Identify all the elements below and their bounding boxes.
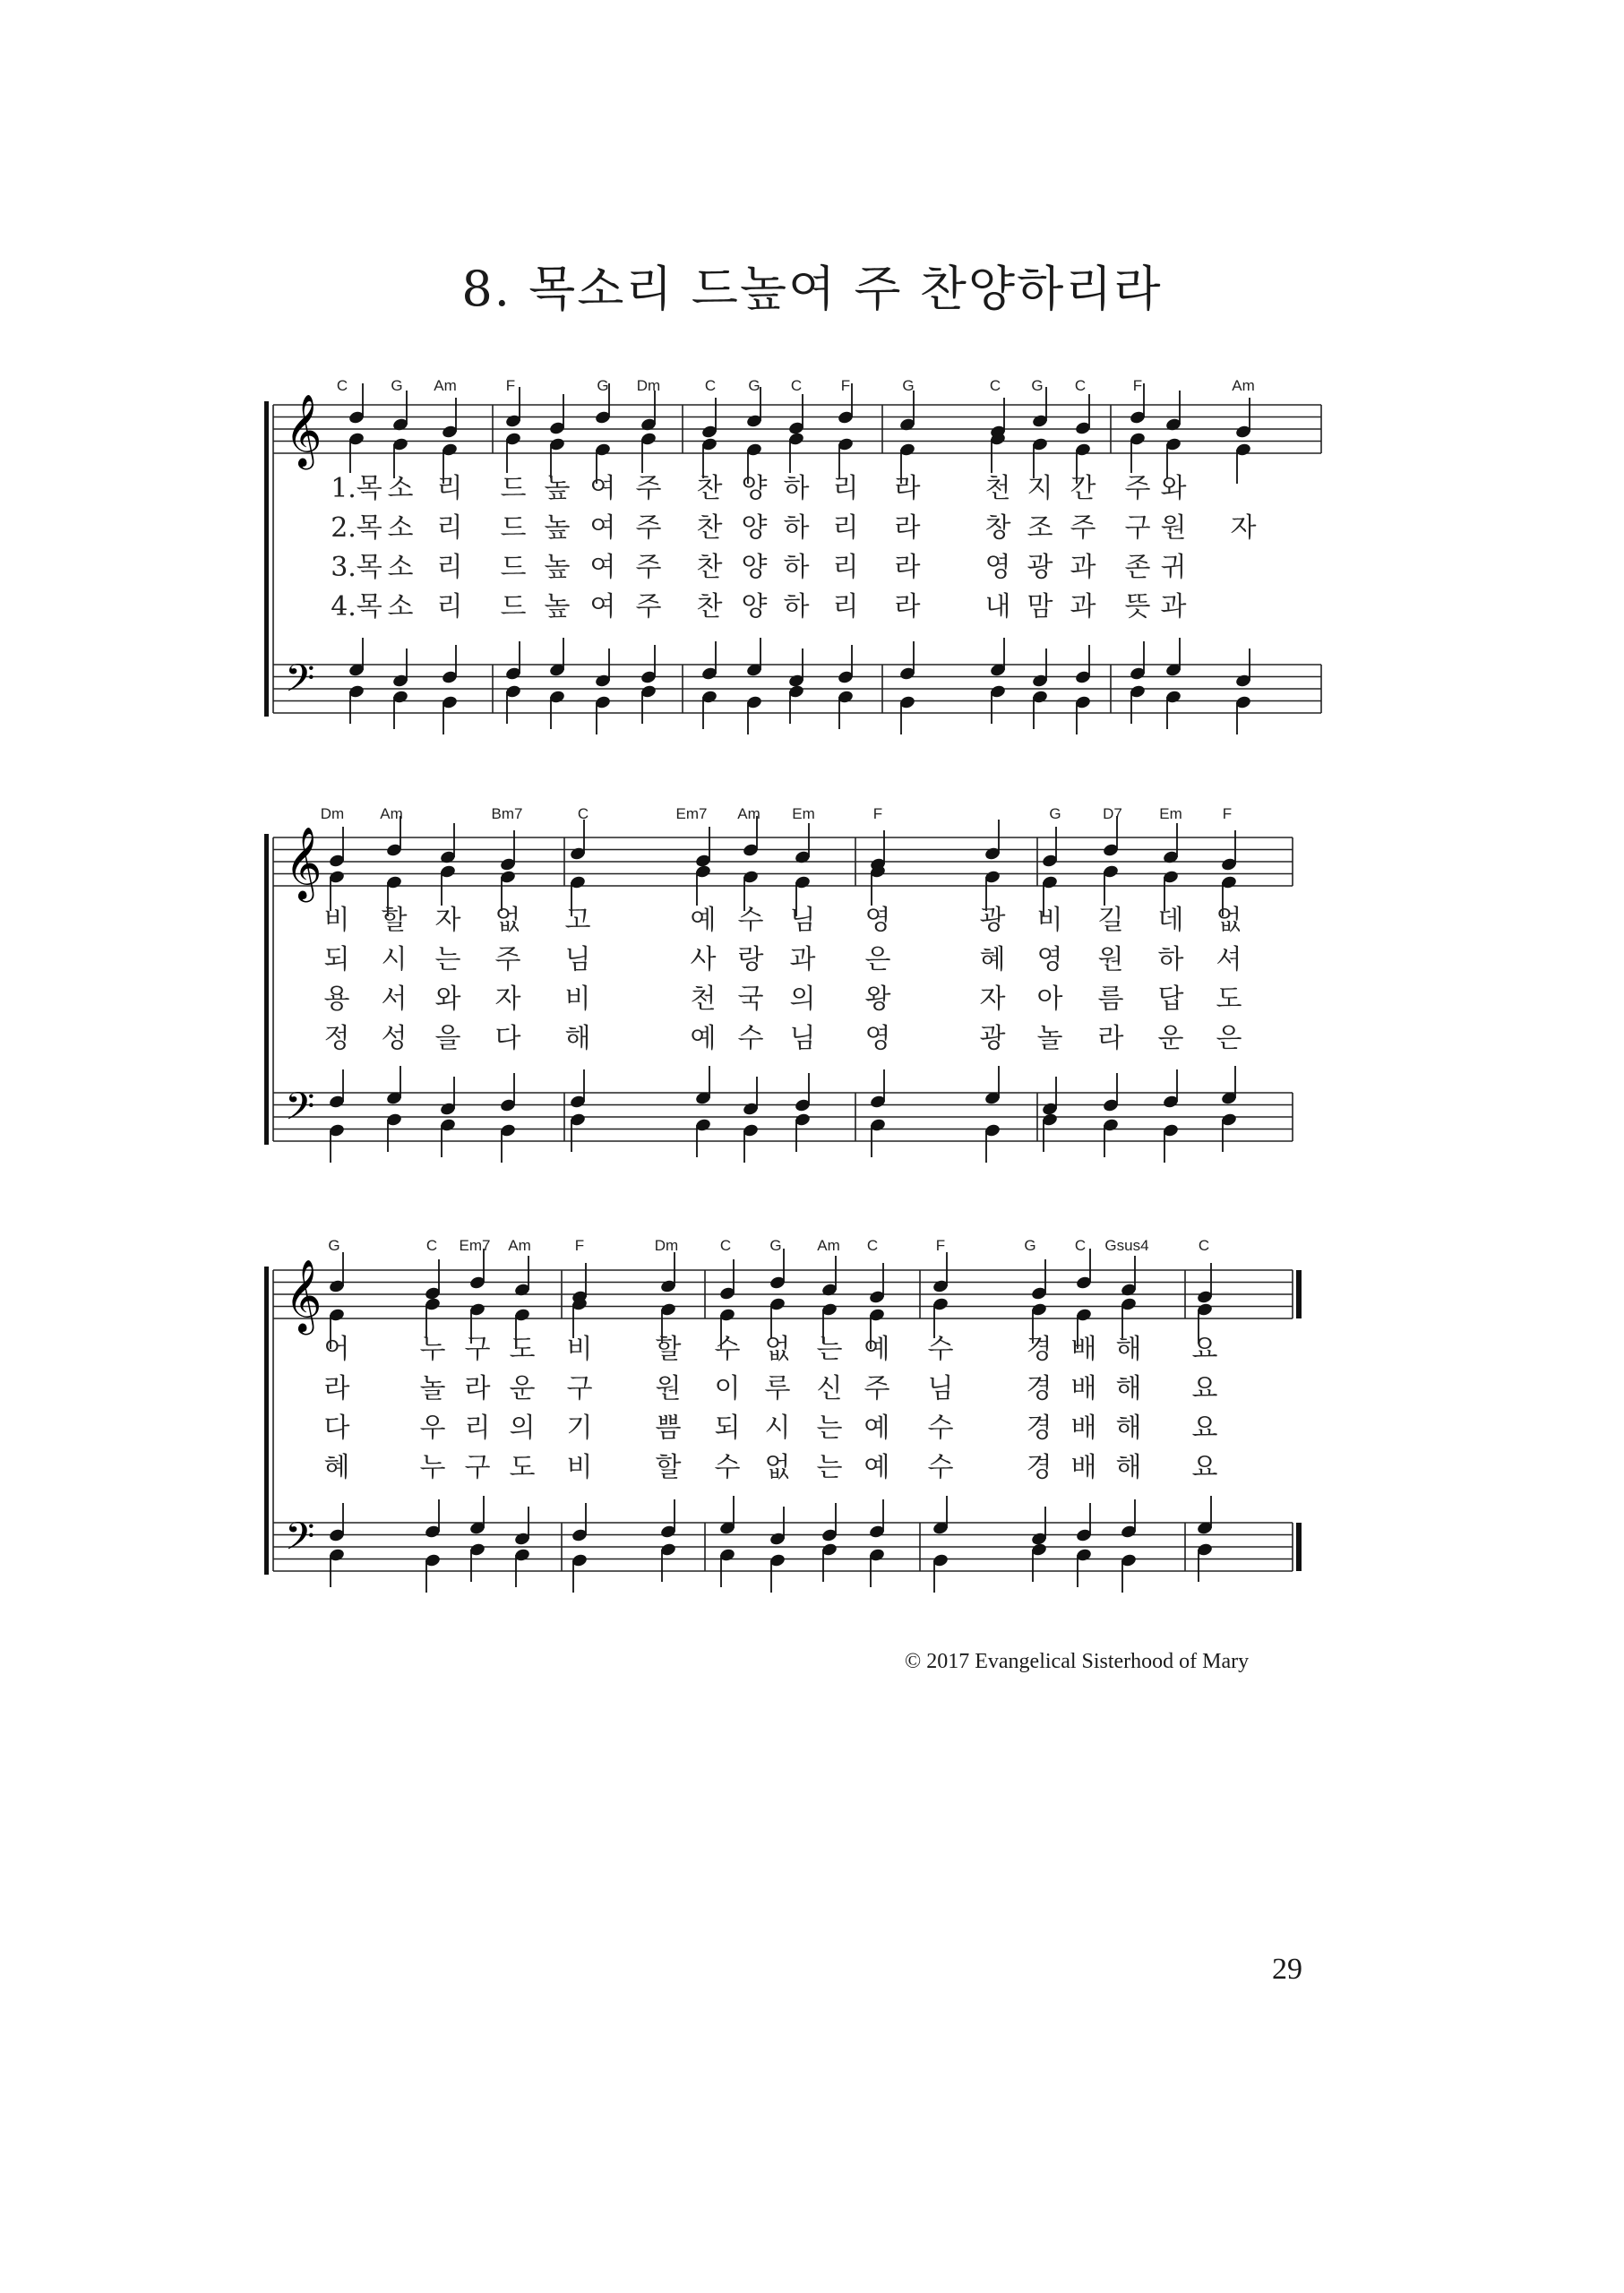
lyric-syllable: 예 (690, 905, 717, 936)
lyric-syllable: 리 (832, 552, 859, 583)
lyric-syllable: 용 (323, 983, 350, 1015)
lyric-syllable: 수 (927, 1452, 954, 1483)
chord-symbol: C (704, 377, 717, 394)
lyric-syllable: 요 (1191, 1334, 1218, 1365)
lyric-syllable: 수 (737, 905, 764, 936)
chord-symbol: C (989, 377, 1001, 394)
lyric-syllable: 왕 (864, 983, 891, 1015)
lyric-syllable: 님 (927, 1373, 954, 1404)
lyric-syllable: 맘 (1027, 591, 1053, 623)
chord-symbol: C (1198, 1237, 1210, 1254)
lyric-syllable: 님 (789, 905, 816, 936)
lyric-syllable: 리 (436, 512, 463, 544)
lyric-syllable: 경 (1026, 1413, 1053, 1444)
chord-symbol: Bm7 (491, 805, 523, 822)
lyric-syllable: 광 (979, 1023, 1006, 1054)
lyric-syllable: 예 (864, 1334, 890, 1365)
lyric-syllable: 답 (1157, 983, 1184, 1015)
lyric-syllable: 라 (894, 512, 921, 544)
lyric-syllable: 수 (927, 1413, 954, 1444)
lyric-syllable: 찬 (696, 512, 723, 544)
lyric-syllable: 놀 (419, 1373, 446, 1404)
lyric-syllable: 하 (783, 591, 810, 623)
lyric-syllable: 아 (1036, 983, 1063, 1015)
lyric-syllable: 배 (1070, 1373, 1097, 1404)
lyric-syllable: 뜻 (1124, 591, 1151, 623)
lyric-syllable: 해 (1115, 1373, 1142, 1404)
lyric-syllable: 고 (564, 905, 591, 936)
lyric-syllable: 소 (387, 473, 414, 504)
lyric-syllable: 라 (894, 552, 921, 583)
lyric-syllable: 님 (564, 944, 591, 975)
chord-symbol: G (1024, 1237, 1036, 1254)
lyric-syllable: 양 (741, 591, 768, 623)
chord-symbol: G (748, 377, 760, 394)
lyric-syllable: 광 (1027, 552, 1053, 583)
lyric-syllable: 을 (434, 1023, 461, 1054)
lyric-syllable: 쁨 (655, 1413, 682, 1444)
chord-symbol: G (1031, 377, 1044, 394)
lyric-syllable: 소 (387, 552, 414, 583)
lyric-syllable: 해 (1115, 1334, 1142, 1365)
lyric-syllable: 의 (789, 983, 816, 1015)
system-bracket (264, 834, 269, 1145)
lyric-syllable: 요 (1191, 1452, 1218, 1483)
lyric-syllable: 다 (323, 1413, 350, 1444)
lyric-syllable: 경 (1026, 1373, 1053, 1404)
chord-symbol: Gsus4 (1104, 1237, 1149, 1254)
lyric-syllable: 비 (566, 1334, 593, 1365)
lyric-syllable: 리 (436, 473, 463, 504)
lyric-syllable: 는 (816, 1413, 843, 1444)
chord-symbol: F (840, 377, 851, 394)
lyric-syllable: 해 (1115, 1413, 1142, 1444)
lyric-syllable: 드 (500, 591, 527, 623)
lyric-syllable: 리 (832, 512, 859, 544)
lyric-syllable: 자 (979, 983, 1006, 1015)
lyric-syllable: 주 (1070, 512, 1096, 544)
lyric-syllable: 의 (509, 1413, 536, 1444)
lyric-syllable: 원 (1097, 944, 1124, 975)
lyric-syllable: 구 (566, 1373, 593, 1404)
treble-clef-icon: 𝄞 (285, 1258, 322, 1332)
lyric-syllable: 신 (816, 1373, 843, 1404)
lyric-syllable: 라 (894, 591, 921, 623)
lyric-syllable: 천 (690, 983, 717, 1015)
lyric-syllable: 경 (1026, 1334, 1053, 1365)
lyric-syllable: 셔 (1216, 944, 1242, 975)
lyric-syllable: 라 (323, 1373, 350, 1404)
chord-symbol: Em (1159, 805, 1182, 822)
lyric-syllable: 드 (500, 552, 527, 583)
chord-symbol: C (1074, 1237, 1087, 1254)
lyric-syllable: 할 (381, 905, 408, 936)
lyric-syllable: 높 (544, 473, 571, 504)
lyric-syllable: 도 (509, 1452, 536, 1483)
chord-symbol: C (336, 377, 348, 394)
chord-symbol: Em7 (675, 805, 708, 822)
chord-symbol: Em7 (459, 1237, 491, 1254)
treble-clef-icon: 𝄞 (285, 826, 322, 899)
lyric-syllable: 배 (1070, 1452, 1097, 1483)
lyric-syllable: 과 (789, 944, 816, 975)
lyric-syllable: 되 (323, 944, 350, 975)
lyric-syllable: 하 (783, 473, 810, 504)
lyric-syllable: 소 (387, 591, 414, 623)
chord-symbol: G (597, 377, 609, 394)
lyric-syllable: 라 (464, 1373, 491, 1404)
lyric-syllable: 는 (434, 944, 461, 975)
lyric-syllable: 예 (864, 1452, 890, 1483)
lyric-syllable: 누 (419, 1452, 446, 1483)
lyric-syllable: 없 (764, 1334, 791, 1365)
lyric-syllable: 주 (635, 473, 662, 504)
chord-symbol: Em (792, 805, 815, 822)
chord-symbol: F (1132, 377, 1143, 394)
lyric-syllable: 수 (927, 1334, 954, 1365)
lyric-syllable: 예 (690, 1023, 717, 1054)
lyric-syllable: 비 (566, 1452, 593, 1483)
lyric-syllable: 광 (979, 905, 1006, 936)
lyric-syllable: 서 (381, 983, 408, 1015)
lyric-syllable: 구 (464, 1334, 491, 1365)
copyright-notice: © 2017 Evangelical Sisterhood of Mary (905, 1650, 1250, 1673)
lyric-syllable: 리 (832, 591, 859, 623)
lyric-syllable: 1.목 (331, 473, 382, 504)
lyric-syllable: 비 (323, 905, 350, 936)
lyric-syllable: 운 (509, 1373, 536, 1404)
lyric-syllable: 도 (509, 1334, 536, 1365)
chord-symbol: Dm (636, 377, 661, 394)
lyric-syllable: 자 (1230, 512, 1257, 544)
lyric-syllable: 수 (714, 1334, 741, 1365)
lyric-syllable: 경 (1026, 1452, 1053, 1483)
hymn-title: 8. 목소리 드높여 주 찬양하리라 (461, 261, 1163, 317)
lyric-syllable: 은 (864, 944, 891, 975)
system-bracket (264, 1267, 269, 1575)
chord-symbol: F (1222, 805, 1233, 822)
lyric-syllable: 요 (1191, 1373, 1218, 1404)
lyric-syllable: 창 (984, 512, 1011, 544)
chord-symbol: Dm (654, 1237, 679, 1254)
lyric-syllable: 라 (894, 473, 921, 504)
lyric-syllable: 자 (494, 983, 521, 1015)
lyric-syllable: 찬 (696, 552, 723, 583)
lyric-syllable: 국 (737, 983, 764, 1015)
system-bracket (264, 401, 269, 717)
lyric-syllable: 사 (690, 944, 717, 975)
lyric-syllable: 도 (1216, 983, 1242, 1015)
lyric-syllable: 수 (737, 1023, 764, 1054)
lyric-syllable: 는 (816, 1452, 843, 1483)
lyric-syllable: 양 (741, 552, 768, 583)
lyric-syllable: 는 (816, 1334, 843, 1365)
lyric-syllable: 자 (434, 905, 461, 936)
lyric-syllable: 과 (1070, 591, 1096, 623)
lyric-syllable: 2.목 (331, 512, 382, 544)
lyric-syllable: 어 (323, 1334, 350, 1365)
chord-symbol: Am (1232, 377, 1255, 394)
lyric-syllable: 영 (984, 552, 1011, 583)
chord-symbol: Am (817, 1237, 840, 1254)
lyric-syllable: 혜 (323, 1452, 350, 1483)
lyric-syllable: 해 (1115, 1452, 1142, 1483)
lyric-syllable: 라 (1097, 1023, 1124, 1054)
lyric-syllable: 하 (1157, 944, 1184, 975)
lyric-syllable: 비 (1036, 905, 1063, 936)
chord-symbol: G (391, 377, 403, 394)
lyric-syllable: 과 (1070, 552, 1096, 583)
lyric-syllable: 정 (323, 1023, 350, 1054)
lyric-syllable: 양 (741, 473, 768, 504)
lyric-syllable: 하 (783, 512, 810, 544)
lyric-syllable: 드 (500, 473, 527, 504)
lyric-syllable: 영 (864, 905, 891, 936)
lyric-syllable: 비 (564, 983, 591, 1015)
lyric-syllable: 리 (832, 473, 859, 504)
lyric-syllable: 리 (436, 552, 463, 583)
lyric-syllable: 과 (1160, 591, 1187, 623)
lyric-syllable: 천 (984, 473, 1011, 504)
lyric-syllable: 지 (1027, 473, 1053, 504)
lyric-syllable: 소 (387, 512, 414, 544)
lyric-syllable: 다 (494, 1023, 521, 1054)
lyric-syllable: 루 (764, 1373, 791, 1404)
lyric-syllable: 요 (1191, 1413, 1218, 1444)
chord-symbol: D7 (1103, 805, 1122, 822)
lyric-syllable: 하 (783, 552, 810, 583)
chord-symbol: C (425, 1237, 438, 1254)
lyric-syllable: 리 (436, 591, 463, 623)
lyric-syllable: 은 (1216, 1023, 1242, 1054)
lyric-syllable: 누 (419, 1334, 446, 1365)
lyric-syllable: 주 (635, 591, 662, 623)
lyric-syllable: 성 (381, 1023, 408, 1054)
chord-symbol: F (574, 1237, 585, 1254)
chord-symbol: Dm (320, 805, 345, 822)
treble-clef-icon: 𝄞 (285, 393, 322, 467)
lyric-syllable: 와 (1160, 473, 1187, 504)
chord-symbol: F (935, 1237, 946, 1254)
chord-symbol: G (328, 1237, 340, 1254)
lyric-syllable: 귀 (1160, 552, 1187, 583)
chord-symbol: Am (737, 805, 760, 822)
lyric-syllable: 랑 (737, 944, 764, 975)
lyric-syllable: 내 (984, 591, 1011, 623)
chord-symbol: C (866, 1237, 879, 1254)
lyric-syllable: 우 (419, 1413, 446, 1444)
lyric-syllable: 주 (864, 1373, 890, 1404)
lyric-syllable: 배 (1070, 1334, 1097, 1365)
lyric-syllable: 주 (494, 944, 521, 975)
bass-clef-icon: 𝄢 (285, 657, 315, 710)
lyric-syllable: 높 (544, 591, 571, 623)
lyric-syllable: 4.목 (331, 591, 382, 623)
lyric-syllable: 운 (1157, 1023, 1184, 1054)
lyric-syllable: 주 (1124, 473, 1151, 504)
lyric-syllable: 시 (764, 1413, 791, 1444)
lyric-syllable: 와 (434, 983, 461, 1015)
lyric-syllable: 름 (1097, 983, 1124, 1015)
lyric-syllable: 찬 (696, 591, 723, 623)
lyric-syllable: 구 (1124, 512, 1151, 544)
lyric-syllable: 3.목 (331, 552, 382, 583)
lyric-syllable: 여 (589, 512, 616, 544)
lyric-syllable: 영 (1036, 944, 1063, 975)
lyric-syllable: 양 (741, 512, 768, 544)
lyric-syllable: 찬 (696, 473, 723, 504)
lyric-syllable: 주 (635, 552, 662, 583)
lyric-syllable: 높 (544, 512, 571, 544)
lyric-syllable: 이 (714, 1373, 741, 1404)
chord-symbol: F (872, 805, 883, 822)
chord-symbol: C (1074, 377, 1087, 394)
lyric-syllable: 시 (381, 944, 408, 975)
chord-symbol: C (719, 1237, 732, 1254)
lyric-syllable: 길 (1097, 905, 1124, 936)
lyric-syllable: 해 (564, 1023, 591, 1054)
lyric-syllable: 놀 (1036, 1023, 1063, 1054)
chord-symbol: C (577, 805, 589, 822)
lyric-syllable: 주 (635, 512, 662, 544)
lyric-syllable: 님 (789, 1023, 816, 1054)
page-number: 29 (1272, 1953, 1302, 1986)
lyric-syllable: 높 (544, 552, 571, 583)
chord-symbol: G (769, 1237, 782, 1254)
bass-clef-icon: 𝄢 (285, 1515, 315, 1568)
lyric-syllable: 존 (1124, 552, 1151, 583)
lyric-syllable: 할 (655, 1334, 682, 1365)
lyric-syllable: 되 (714, 1413, 741, 1444)
chord-symbol: F (505, 377, 516, 394)
lyric-syllable: 간 (1070, 473, 1096, 504)
chord-symbol: Am (434, 377, 457, 394)
chord-symbol: Am (380, 805, 403, 822)
lyric-syllable: 없 (1216, 905, 1242, 936)
chord-symbol: G (1049, 805, 1061, 822)
lyric-syllable: 구 (464, 1452, 491, 1483)
lyric-syllable: 기 (566, 1413, 593, 1444)
lyric-syllable: 할 (655, 1452, 682, 1483)
lyric-syllable: 원 (655, 1373, 682, 1404)
chord-symbol: Am (508, 1237, 531, 1254)
lyric-syllable: 예 (864, 1413, 890, 1444)
lyric-syllable: 수 (714, 1452, 741, 1483)
lyric-syllable: 드 (500, 512, 527, 544)
lyric-syllable: 영 (864, 1023, 891, 1054)
lyric-syllable: 여 (589, 473, 616, 504)
lyric-syllable: 여 (589, 552, 616, 583)
lyric-syllable: 조 (1027, 512, 1053, 544)
lyric-syllable: 없 (764, 1452, 791, 1483)
lyric-syllable: 배 (1070, 1413, 1097, 1444)
chord-symbol: C (790, 377, 803, 394)
lyric-syllable: 원 (1160, 512, 1187, 544)
chord-symbol: G (902, 377, 915, 394)
lyric-syllable: 혜 (979, 944, 1006, 975)
lyric-syllable: 여 (589, 591, 616, 623)
lyric-syllable: 리 (464, 1413, 491, 1444)
lyric-syllable: 데 (1157, 905, 1184, 936)
lyric-syllable: 없 (494, 905, 521, 936)
bass-clef-icon: 𝄢 (285, 1085, 315, 1138)
